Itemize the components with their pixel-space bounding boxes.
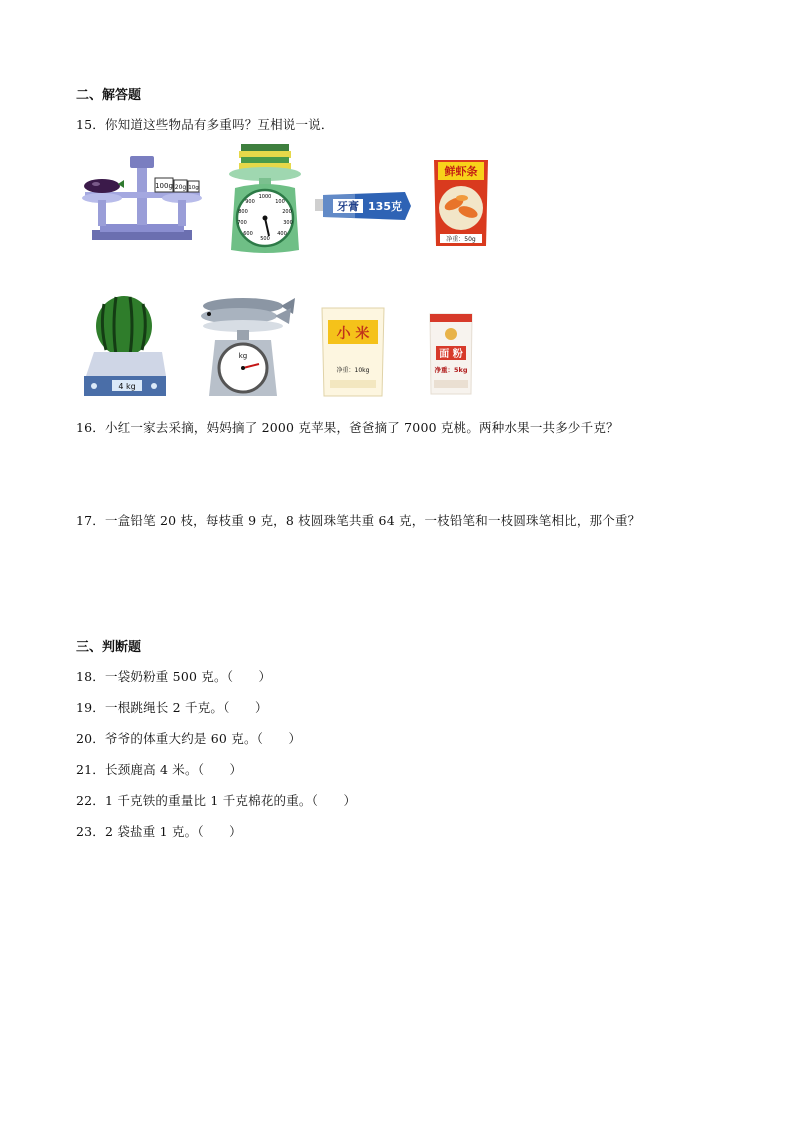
dial-number: 800 [238, 209, 248, 215]
fish-scale-unit-label: kg [238, 352, 248, 360]
question-22: 22．1 千克铁的重量比 1 千克棉花的重。（ ） [76, 793, 357, 808]
shrimp-chips-bag-picture [432, 158, 490, 248]
section-title-answer: 二、解答题 [76, 88, 142, 103]
question-23: 23．2 袋盐重 1 克。（ ） [76, 824, 242, 839]
question-21: 21．长颈鹿高 4 米。（ ） [76, 762, 243, 777]
toothpaste-weight-label: 135克 [368, 200, 402, 213]
dial-number: 600 [243, 231, 253, 237]
question-19: 19．一根跳绳长 2 千克。（ ） [76, 700, 268, 715]
dial-number: 300 [283, 220, 293, 226]
dial-number: 500 [260, 236, 270, 242]
dial-number: 1000 [258, 194, 272, 200]
toothpaste-picture [315, 190, 413, 222]
weight-20g-label: 20g [174, 184, 187, 191]
weight-10g-label: 10g [188, 185, 199, 191]
question-17: 17．一盒铅笔 20 枝，每枝重 9 克，8 枝圆珠笔共重 64 克，一枝铅笔和一枝圆珠笔相比，那个重？ [76, 513, 641, 528]
dial-number: 700 [237, 220, 247, 226]
dial-scale-books-picture [225, 140, 305, 258]
flour-bag-picture [428, 310, 474, 396]
digital-scale-watermelon-picture [82, 294, 168, 400]
snack-weight-label: 净重：50g [446, 236, 476, 243]
eggplant-shape [84, 179, 120, 193]
fish-scale-picture [193, 292, 297, 402]
snack-name-label: 鲜虾条 [444, 165, 478, 178]
weight-100g-label: 100g [155, 182, 173, 190]
dial-number: 900 [245, 199, 255, 205]
scale-reading-label: 4 kg [118, 382, 136, 391]
balance-scale-eggplant-picture [80, 150, 205, 245]
dial-number: 200 [282, 209, 292, 215]
question-20: 20．爷爷的体重大约是 60 克。（ ） [76, 731, 302, 746]
dial-number: 400 [277, 231, 287, 237]
toothpaste-brand-label: 牙膏 [337, 200, 359, 213]
dial-number: 100 [275, 199, 285, 205]
question-18: 18．一袋奶粉重 500 克。（ ） [76, 669, 272, 684]
flour-weight-label: 净重：5kg [434, 366, 468, 374]
question-16: 16．小红一家去采摘，妈妈摘了 2000 克苹果，爸爸摘了 7000 克桃。两种水果一共多少千克？ [76, 420, 619, 435]
question-15: 15．你知道这些物品有多重吗？互相说一说． [76, 117, 334, 132]
flour-name-label: 面 粉 [439, 349, 463, 360]
section-title-judgement: 三、判断题 [76, 640, 142, 655]
millet-weight-label: 净重：10kg [336, 367, 370, 374]
millet-name-label: 小 米 [336, 326, 370, 342]
millet-bag-picture [318, 306, 388, 398]
